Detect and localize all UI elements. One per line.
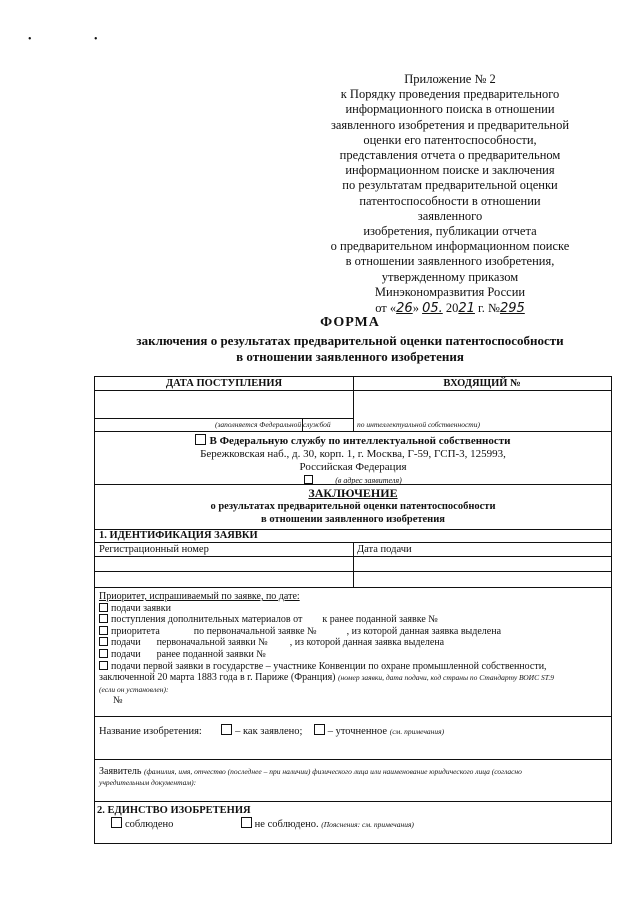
reg-number-label: Регистрационный номер <box>99 544 209 555</box>
section-2-block: 2. ЕДИНСТВО ИЗОБРЕТЕНИЯ соблюдено не соблюдено. (Пояснения: см. примечания) <box>97 805 607 831</box>
appendix-line: информационном поиске и заключения <box>345 163 555 178</box>
order-month: 05. <box>422 301 443 317</box>
service-country: Российская Федерация <box>299 461 407 473</box>
invention-title-label: Название изобретения: <box>99 726 202 737</box>
conclusion-title: ЗАКЛЮЧЕНИЕ <box>308 486 398 500</box>
order-day: 26 <box>396 301 413 317</box>
checkbox-to-service[interactable] <box>195 434 206 445</box>
checkbox-to-applicant[interactable] <box>304 475 313 484</box>
priority-block: Приоритет, испрашиваемый по заявке, по дате: подачи заявки поступления дополнительных материалов от к ранее поданной заявке № приоритета по первоначальной заявке № , из которой данная заявка выделена подачи первоначальной заявки № , из которой данная заявка выделена подачи ранее поданной заявки № подачи первой заявки в государстве – участнике Конвенции по охране промышленной собственности, заключенной 20 марта 1883 года в г. Париже (Франция) (номер заявки, дата подачи, код страны по Стандарту ВОИС ST.9 (если он установлен): № <box>99 591 607 707</box>
priority-number: № <box>113 695 123 707</box>
scan-marks: • • <box>28 34 128 45</box>
appendix-line: Приложение № 2 <box>404 72 496 86</box>
order-year: 21 <box>458 301 475 317</box>
filled-by-note: (заполняется Федеральной службой <box>215 420 331 429</box>
priority-header: Приоритет, испрашиваемый по заявке, по дате: <box>99 591 300 602</box>
form-subtitle: заключения о результатах предварительной оценки патентоспособности <box>136 333 564 348</box>
conclusion-subtitle: в отношении заявленного изобретения <box>261 514 445 525</box>
filled-by-note: по интеллектуальной собственности) <box>357 420 480 429</box>
invention-title-row: Название изобретения: – как заявлено; – уточненное (см. примечания) <box>95 717 611 760</box>
section-2-title: 2. ЕДИНСТВО ИЗОБРЕТЕНИЯ <box>97 805 251 816</box>
checkbox-refined[interactable] <box>314 724 325 735</box>
form-heading: ФОРМА <box>320 315 380 330</box>
to-applicant-label: (в адрес заявителя) <box>335 476 402 485</box>
order-date-line: от «26» 05. 2021 г. №295 <box>375 301 525 317</box>
checkbox-unity-not[interactable] <box>241 817 252 828</box>
appendix-line: представления отчета о предварительном <box>339 148 561 163</box>
receipt-fill-row <box>95 391 611 432</box>
appendix-line: в отношении заявленного изобретения, <box>345 254 555 269</box>
service-address: Бережковская наб., д. 30, корп. 1, г. Москва, Г-59, ГСП-3, 125993, <box>200 448 506 460</box>
conclusion-subtitle: о результатах предварительной оценки патентоспособности <box>210 501 496 512</box>
appendix-line: по результатам предварительной оценки <box>342 178 558 193</box>
applicant-label: Заявитель <box>99 766 142 777</box>
checkbox-as-filed[interactable] <box>221 724 232 735</box>
form-title <box>100 315 600 365</box>
appendix-line: утвержденному приказом <box>381 269 519 284</box>
applicant-row: Заявитель (фамилия, имя, отчество (последнее – при наличии) физического лица или наименование юридического лица (согласно учредительным документам): <box>95 760 611 802</box>
form-frame <box>94 376 612 844</box>
to-service-label: В Федеральную службу по интеллектуальной собственности <box>209 435 511 447</box>
appendix-line: о предварительном информационном поиске <box>330 239 570 254</box>
incoming-number-label: ВХОДЯЩИЙ № <box>443 378 521 389</box>
checkbox-unity-ok[interactable] <box>111 817 122 828</box>
appendix-line: Минэкономразвития России <box>374 284 526 299</box>
appendix-line: изобретения, публикации отчета <box>363 224 537 239</box>
section-1-title: 1. ИДЕНТИФИКАЦИЯ ЗАЯВКИ <box>99 530 258 541</box>
date-received-label: ДАТА ПОСТУПЛЕНИЯ <box>165 378 283 389</box>
appendix-line: оценки его патентоспособности, <box>363 132 537 147</box>
appendix-line: заявленного изобретения и предварительной <box>330 117 570 132</box>
filing-date-label: Дата подачи <box>357 544 412 555</box>
appendix-line: к Порядку проведения предварительного <box>340 87 560 102</box>
conclusion-block <box>95 485 611 530</box>
appendix-block <box>330 72 570 316</box>
addressee-block <box>95 432 611 485</box>
priority-section <box>95 588 611 717</box>
appendix-line: патентоспособности в отношении заявленного <box>359 193 541 223</box>
section-1-header <box>95 530 611 543</box>
appendix-line: информационного поиска в отношении <box>345 102 555 117</box>
order-number: 295 <box>499 301 525 317</box>
form-subtitle: в отношении заявленного изобретения <box>236 349 464 364</box>
